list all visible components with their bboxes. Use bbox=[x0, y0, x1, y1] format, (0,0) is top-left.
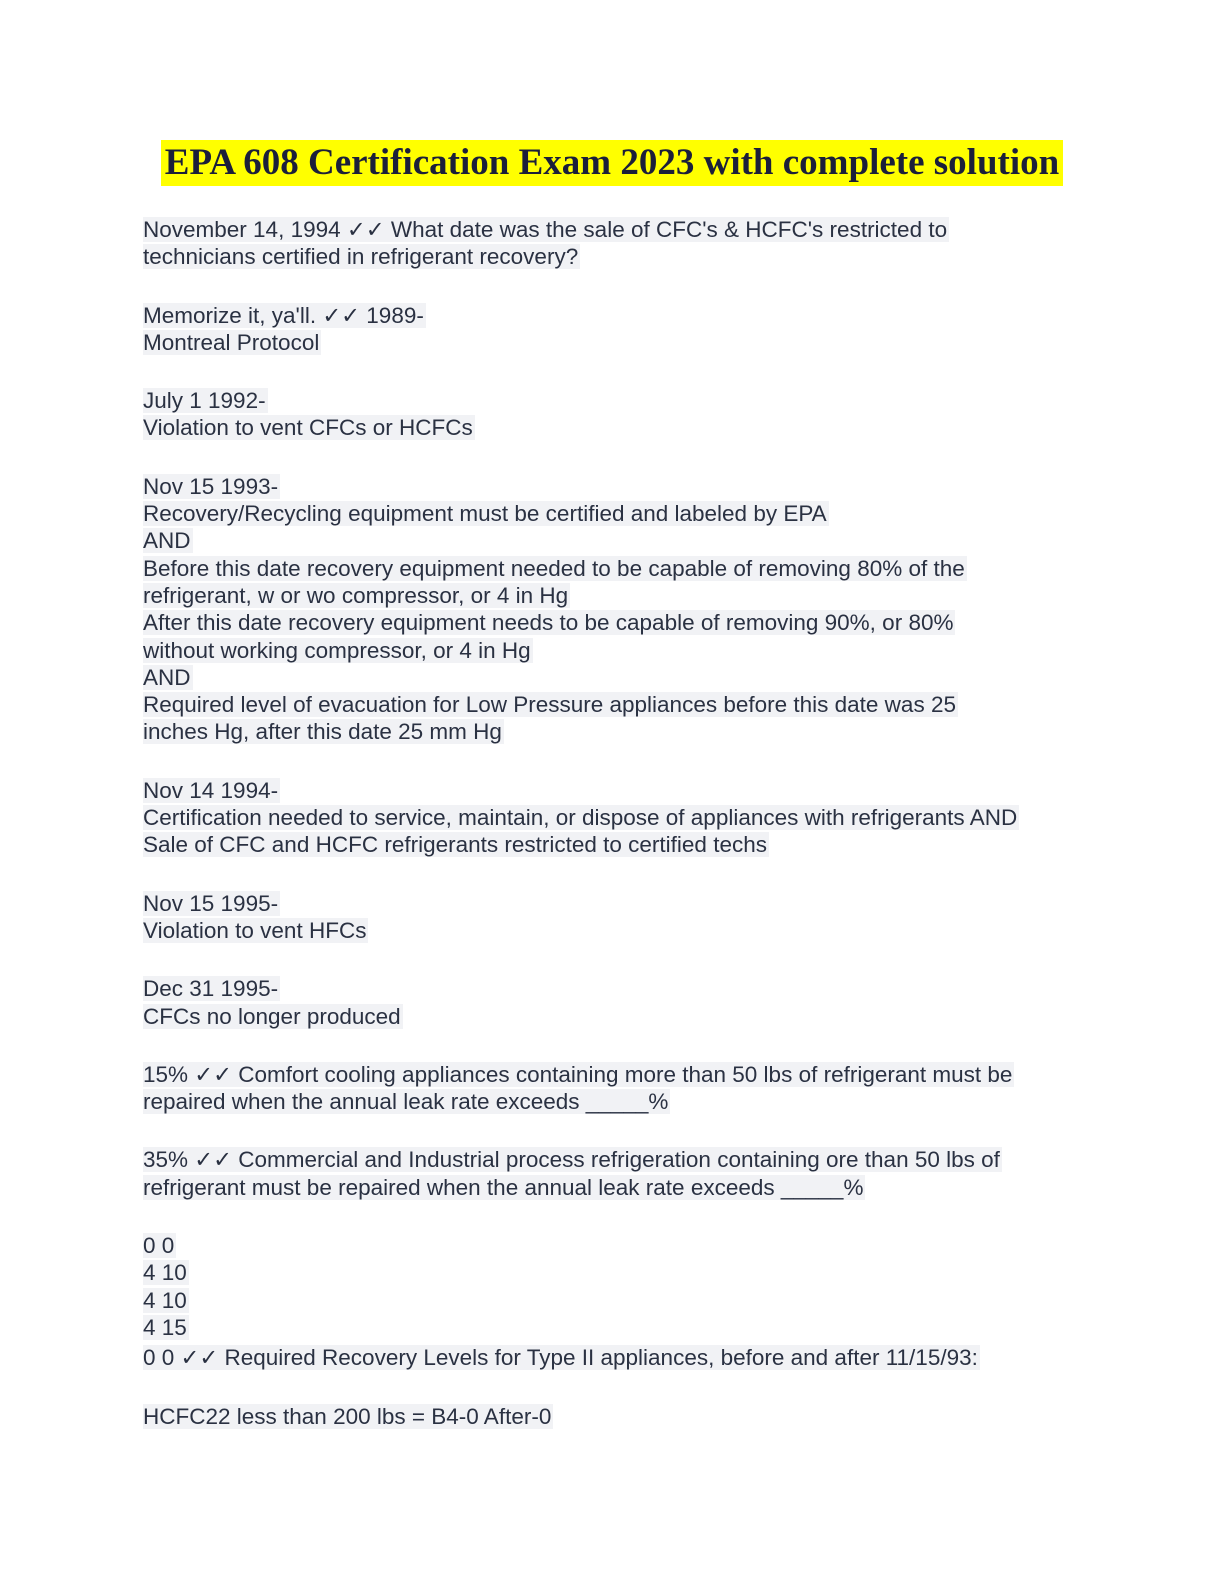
text-line bbox=[143, 691, 1083, 718]
text-line-content: Recovery/Recycling equipment must be certified and labeled by EPA bbox=[143, 501, 827, 527]
text-line bbox=[143, 1403, 1083, 1430]
text-line-content: repaired when the annual leak rate exceeds _____% bbox=[143, 1089, 669, 1115]
qa-block bbox=[143, 777, 1083, 859]
text-line bbox=[143, 1314, 1083, 1341]
qa-block bbox=[143, 1146, 1083, 1201]
qa-block bbox=[143, 975, 1083, 1030]
text-line bbox=[143, 917, 1083, 944]
text-line bbox=[143, 1287, 1083, 1314]
qa-block bbox=[143, 1232, 1083, 1341]
text-line-content: Violation to vent HFCs bbox=[143, 917, 367, 943]
text-line bbox=[143, 329, 1083, 356]
text-line-content: refrigerant must be repaired when the annual leak rate exceeds _____% bbox=[143, 1174, 864, 1200]
text-line-content: November 14, 1994 ✓✓ What date was the sale of CFC's & HCFC's restricted to bbox=[143, 217, 948, 242]
text-line-content: refrigerant, w or wo compressor, or 4 in Hg bbox=[143, 582, 569, 608]
text-line-content: 35% ✓✓ Commercial and Industrial process refrigeration containing ore than 50 lbs of bbox=[143, 1147, 1000, 1173]
text-line bbox=[143, 831, 1083, 858]
text-line bbox=[143, 1061, 1083, 1088]
text-line-content: Before this date recovery equipment needed to be capable of removing 80% of the bbox=[143, 555, 965, 581]
text-line-content: Violation to vent CFCs or HCFCs bbox=[143, 415, 473, 441]
text-line-content: AND bbox=[143, 664, 191, 690]
qa-block bbox=[143, 216, 1083, 271]
text-line-content: without working compressor, or 4 in Hg bbox=[143, 637, 531, 663]
text-line bbox=[143, 414, 1083, 441]
qa-block bbox=[143, 1344, 1083, 1371]
text-line bbox=[143, 975, 1083, 1002]
text-line-content: Memorize it, ya'll. ✓✓ 1989- bbox=[143, 302, 424, 328]
text-line bbox=[143, 473, 1083, 500]
text-line bbox=[143, 500, 1083, 527]
document-title: EPA 608 Certification Exam 2023 with complete solution bbox=[161, 140, 1063, 186]
qa-block bbox=[143, 1403, 1083, 1430]
text-line-content: HCFC22 less than 200 lbs = B4-0 After-0 bbox=[143, 1403, 552, 1429]
text-line bbox=[143, 527, 1083, 554]
text-line bbox=[143, 302, 1083, 329]
text-line-content: Certification needed to service, maintain, or dispose of appliances with refrigerants AND bbox=[143, 805, 1018, 831]
text-line-content: July 1 1992- bbox=[143, 388, 266, 414]
text-line bbox=[143, 609, 1083, 636]
text-line bbox=[143, 664, 1083, 691]
text-line-content: Nov 15 1995- bbox=[143, 890, 279, 916]
text-line bbox=[143, 777, 1083, 804]
text-line-content: Required level of evacuation for Low Pressure appliances before this date was 25 bbox=[143, 692, 956, 718]
text-line bbox=[143, 582, 1083, 609]
text-line bbox=[143, 555, 1083, 582]
text-line bbox=[143, 1003, 1083, 1030]
qa-block bbox=[143, 387, 1083, 442]
text-line bbox=[143, 243, 1083, 270]
text-line-content: 4 15 bbox=[143, 1314, 187, 1340]
text-line bbox=[143, 1344, 1083, 1371]
text-line bbox=[143, 216, 1083, 243]
text-line-content: 0 0 ✓✓ Required Recovery Levels for Type II appliances, before and after 11/15/93: bbox=[143, 1345, 978, 1371]
qa-block bbox=[143, 302, 1083, 357]
text-line bbox=[143, 1259, 1083, 1286]
text-line bbox=[143, 1232, 1083, 1259]
text-line-content: Nov 15 1993- bbox=[143, 473, 279, 499]
text-line-content: AND bbox=[143, 528, 191, 554]
qa-block bbox=[143, 1061, 1083, 1116]
text-line-content: 0 0 bbox=[143, 1233, 175, 1259]
text-line bbox=[143, 890, 1083, 917]
text-line bbox=[143, 637, 1083, 664]
text-line-content: 4 10 bbox=[143, 1287, 187, 1313]
text-line-content: 4 10 bbox=[143, 1260, 187, 1286]
document-body bbox=[143, 216, 1083, 1461]
text-line bbox=[143, 1088, 1083, 1115]
text-line-content: Dec 31 1995- bbox=[143, 976, 279, 1002]
text-line bbox=[143, 1174, 1083, 1201]
text-line-content: inches Hg, after this date 25 mm Hg bbox=[143, 719, 502, 745]
text-line-content: CFCs no longer produced bbox=[143, 1003, 401, 1029]
qa-block bbox=[143, 890, 1083, 945]
text-line bbox=[143, 1146, 1083, 1173]
title-container bbox=[0, 140, 1224, 186]
text-line bbox=[143, 804, 1083, 831]
text-line bbox=[143, 387, 1083, 414]
text-line-content: After this date recovery equipment needs to be capable of removing 90%, or 80% bbox=[143, 610, 954, 636]
text-line-content: Nov 14 1994- bbox=[143, 777, 279, 803]
text-line-content: Sale of CFC and HCFC refrigerants restricted to certified techs bbox=[143, 832, 767, 858]
text-line-content: 15% ✓✓ Comfort cooling appliances containing more than 50 lbs of refrigerant must be bbox=[143, 1061, 1013, 1087]
text-line-content: Montreal Protocol bbox=[143, 329, 320, 355]
text-line-content: technicians certified in refrigerant recovery? bbox=[143, 244, 579, 270]
qa-block bbox=[143, 473, 1083, 746]
text-line bbox=[143, 718, 1083, 745]
